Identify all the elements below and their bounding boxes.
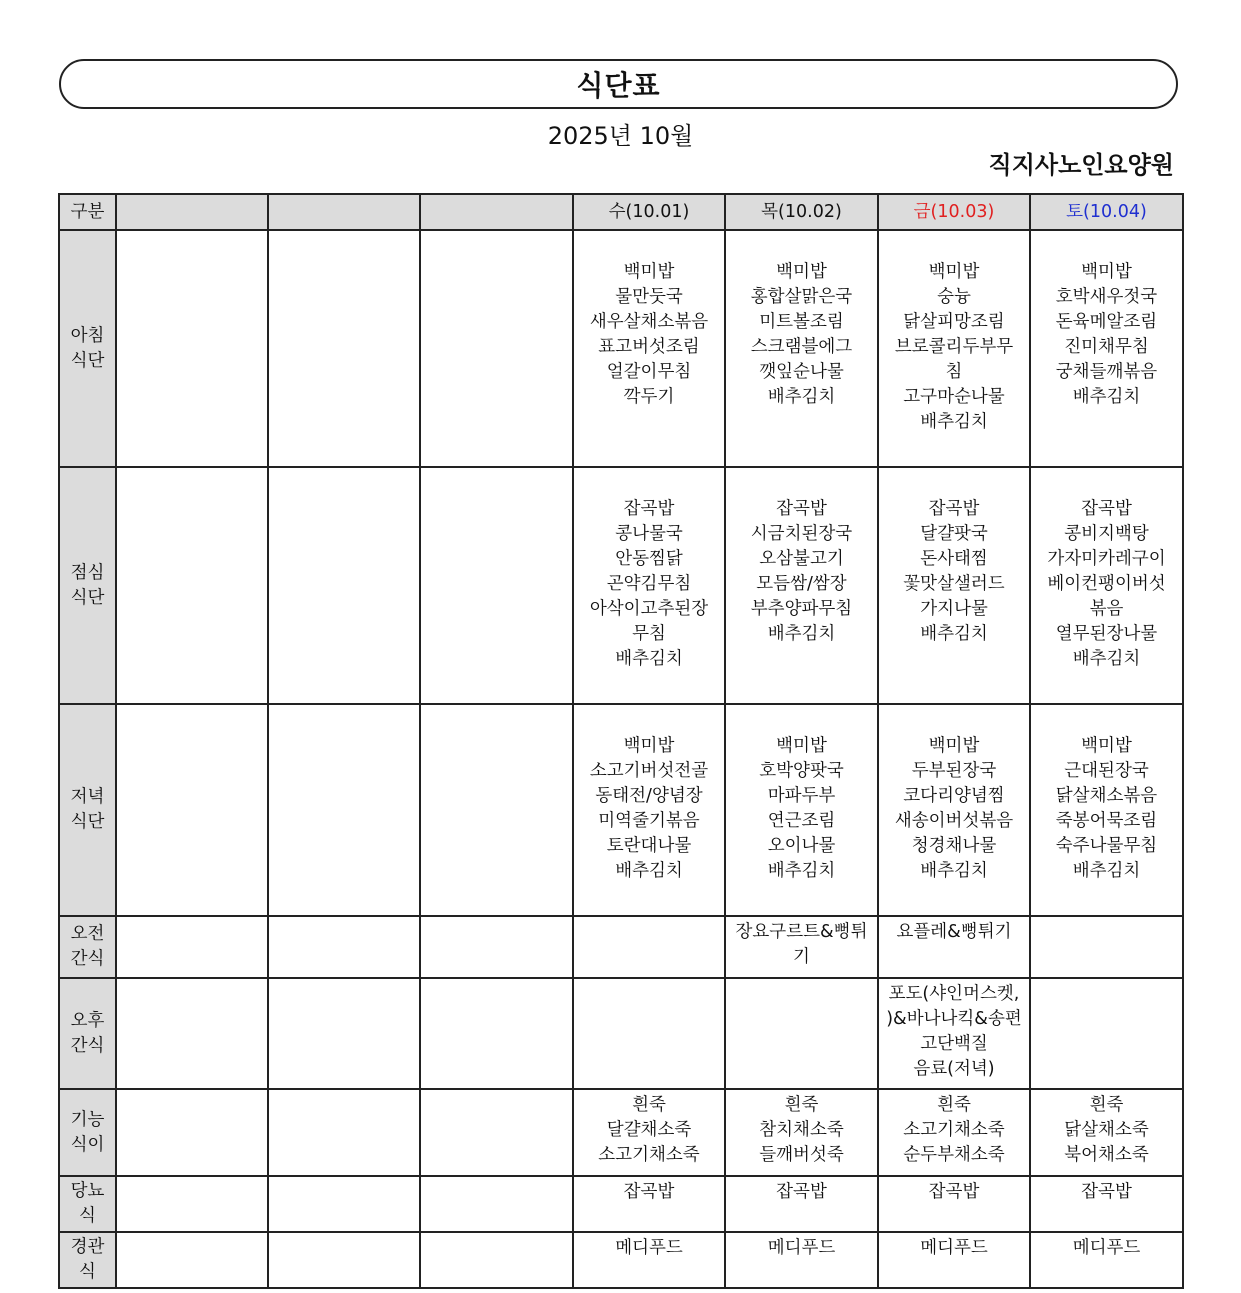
table-row — [59, 1176, 1183, 1232]
row-label — [59, 467, 116, 704]
menu-item: 표고버섯조림 — [598, 337, 700, 357]
row-label — [59, 230, 116, 467]
menu-item: 진미채무침 — [1064, 337, 1149, 357]
row-label-line: 아침 — [70, 325, 105, 346]
menu-item: 배추김치 — [920, 861, 988, 881]
menu-cell — [725, 1176, 878, 1232]
menu-item: )&바나나킥&송편 — [886, 1009, 1022, 1029]
empty-cell — [420, 916, 573, 978]
menu-item: 메디푸드 — [767, 1238, 836, 1258]
menu-item: 배추김치 — [767, 861, 836, 881]
menu-item: 소고기채소죽 — [598, 1145, 700, 1165]
row-label-line: 식단 — [70, 587, 105, 608]
empty-cell — [420, 1089, 573, 1176]
menu-item: 소고기버섯전골 — [589, 761, 709, 781]
menu-item: 배추김치 — [615, 861, 683, 881]
menu-cell — [1030, 1089, 1183, 1176]
menu-item: 흰죽 — [784, 1095, 819, 1115]
menu-item: 스크램블에그 — [750, 337, 853, 357]
menu-item: 배추김치 — [920, 624, 988, 644]
menu-cell — [1030, 230, 1183, 467]
empty-cell — [268, 1176, 420, 1232]
row-label-line: 오전 — [70, 924, 105, 944]
row-label — [59, 704, 116, 916]
menu-item: 새우살채소볶음 — [589, 312, 709, 332]
menu-item: 청경채나물 — [911, 836, 997, 856]
empty-cell — [420, 1176, 573, 1232]
row-label-line: 식 — [79, 1206, 96, 1226]
menu-item: 잡곡밥 — [1081, 499, 1132, 519]
menu-item: 가자미카레구이 — [1047, 549, 1166, 569]
empty-cell — [420, 467, 573, 704]
menu-cell — [725, 704, 878, 916]
menu-item: 배추김치 — [767, 624, 836, 644]
menu-item: 베이컨팽이버섯 — [1047, 574, 1166, 594]
empty-cell — [116, 978, 268, 1089]
menu-item: 메디푸드 — [920, 1238, 988, 1258]
menu-item: 볶음 — [1089, 599, 1124, 619]
menu-cell — [1030, 704, 1183, 916]
menu-item: 토란대나물 — [606, 836, 692, 856]
menu-cell — [878, 978, 1030, 1089]
menu-cell — [725, 230, 878, 467]
row-label-header: 구분 — [59, 194, 116, 230]
menu-cell — [573, 467, 725, 704]
menu-item: 브로콜리두부무 — [894, 337, 1014, 357]
menu-item: 안동찜닭 — [615, 549, 683, 569]
menu-item: 오삼불고기 — [759, 549, 844, 569]
empty-cell — [420, 1232, 573, 1288]
title-box — [59, 59, 1178, 109]
menu-cell — [573, 704, 725, 916]
row-label-line: 식단 — [70, 350, 105, 371]
menu-item: 콩나물국 — [615, 524, 683, 544]
row-label-line: 경관 — [70, 1237, 105, 1257]
row-label — [59, 1232, 116, 1288]
row-label — [59, 978, 116, 1089]
menu-item: 잡곡밥 — [928, 499, 980, 519]
menu-item: 닭살피망조림 — [903, 312, 1005, 332]
menu-item: 호박새우젓국 — [1055, 287, 1158, 307]
menu-item: 숭늉 — [937, 287, 971, 307]
menu-item: 기 — [793, 947, 810, 967]
menu-item: 곤약김무침 — [606, 574, 692, 594]
menu-cell — [1030, 467, 1183, 704]
menu-item: 죽봉어묵조림 — [1055, 811, 1158, 831]
menu-item: 물만둣국 — [615, 287, 683, 307]
page-title: 식단표 — [576, 69, 661, 102]
menu-cell — [878, 916, 1030, 978]
menu-item: 고구마순나물 — [903, 387, 1005, 407]
menu-cell — [725, 1232, 878, 1288]
menu-item: 포도(샤인머스켓, — [888, 984, 1020, 1004]
menu-cell — [1030, 1176, 1183, 1232]
menu-item: 미트볼조림 — [759, 312, 844, 332]
menu-item: 백미밥 — [928, 262, 980, 282]
row-label-line: 오후 — [70, 1010, 105, 1031]
menu-item: 잡곡밥 — [1081, 1182, 1132, 1202]
empty-cell — [116, 704, 268, 916]
menu-item: 새송이버섯볶음 — [894, 811, 1014, 831]
menu-item: 잡곡밥 — [776, 499, 827, 519]
menu-item: 콩비지백탕 — [1064, 524, 1149, 544]
menu-item: 숙주나물무침 — [1055, 836, 1158, 856]
organization-name: 직지사노인요양원 — [988, 151, 1174, 179]
table-row — [59, 1232, 1183, 1288]
table-row — [59, 230, 1183, 467]
menu-item: 배추김치 — [1072, 861, 1141, 881]
menu-item: 깍두기 — [623, 387, 675, 407]
menu-cell — [573, 916, 725, 978]
day-header — [878, 194, 1030, 230]
menu-cell — [878, 704, 1030, 916]
menu-cell — [725, 1089, 878, 1176]
menu-item: 백미밥 — [623, 262, 675, 282]
menu-cell — [878, 1089, 1030, 1176]
menu-item: 고단백질 — [920, 1034, 988, 1054]
menu-cell — [878, 230, 1030, 467]
menu-item: 백미밥 — [1081, 262, 1132, 282]
menu-item: 잡곡밥 — [776, 1182, 827, 1202]
row-label-line: 당뇨 — [70, 1181, 105, 1201]
day-label: 토(10.04) — [1066, 201, 1147, 222]
menu-item: 메디푸드 — [1072, 1238, 1141, 1258]
empty-cell — [268, 467, 420, 704]
menu-cell — [1030, 1232, 1183, 1288]
menu-item: 백미밥 — [928, 736, 980, 756]
menu-item: 장요구르트&뻥튀 — [735, 922, 868, 942]
empty-cell — [116, 467, 268, 704]
menu-cell — [725, 467, 878, 704]
menu-item: 오이나물 — [767, 836, 836, 856]
menu-item: 무침 — [632, 624, 666, 644]
day-header — [573, 194, 725, 230]
menu-item: 들깨버섯죽 — [759, 1145, 844, 1165]
menu-cell — [725, 916, 878, 978]
menu-cell — [878, 1176, 1030, 1232]
meal-table — [58, 193, 1184, 1289]
empty-cell — [116, 1232, 268, 1288]
menu-item: 순두부채소죽 — [903, 1145, 1005, 1165]
menu-item: 닭살채소죽 — [1064, 1120, 1149, 1140]
empty-cell — [268, 916, 420, 978]
row-label-line: 식 — [79, 1262, 96, 1282]
menu-item: 꽃맛살샐러드 — [903, 574, 1005, 594]
empty-cell — [268, 978, 420, 1089]
empty-cell — [116, 1089, 268, 1176]
table-row — [59, 704, 1183, 916]
table-row — [59, 1089, 1183, 1176]
row-label-line: 간식 — [70, 949, 105, 969]
table-row — [59, 916, 1183, 978]
menu-cell — [878, 1232, 1030, 1288]
row-label-line: 점심 — [70, 562, 105, 583]
empty-cell — [268, 704, 420, 916]
menu-cell — [573, 230, 725, 467]
empty-cell — [420, 704, 573, 916]
menu-item: 모듬쌈/쌈장 — [756, 574, 847, 594]
empty-cell — [116, 1176, 268, 1232]
menu-item: 참치채소죽 — [759, 1120, 844, 1140]
menu-item: 두부된장국 — [911, 761, 997, 781]
menu-item: 백미밥 — [1081, 736, 1132, 756]
row-label — [59, 1176, 116, 1232]
empty-cell — [268, 1089, 420, 1176]
menu-item: 가지나물 — [920, 599, 988, 619]
menu-cell — [878, 467, 1030, 704]
menu-cell — [725, 978, 878, 1089]
menu-item: 동태전/양념장 — [595, 786, 703, 806]
menu-cell — [573, 1232, 725, 1288]
menu-item: 배추김치 — [767, 387, 836, 407]
menu-item: 잡곡밥 — [623, 1182, 675, 1202]
empty-header-cell — [268, 194, 420, 230]
menu-item: 달걀팟국 — [920, 524, 988, 544]
menu-item: 열무된장나물 — [1055, 624, 1158, 644]
day-header — [1030, 194, 1183, 230]
menu-item: 돈사태찜 — [920, 549, 988, 569]
empty-header-cell — [116, 194, 268, 230]
menu-item: 배추김치 — [615, 649, 683, 669]
empty-header-cell — [420, 194, 573, 230]
menu-item: 미역줄기볶음 — [598, 811, 700, 831]
menu-item: 깻잎순나물 — [759, 362, 844, 382]
menu-item: 닭살채소볶음 — [1055, 786, 1158, 806]
menu-item: 메디푸드 — [615, 1238, 683, 1258]
menu-item: 침 — [945, 362, 963, 382]
menu-item: 북어채소죽 — [1064, 1145, 1149, 1165]
empty-cell — [420, 978, 573, 1089]
month-subtitle: 2025년 10월 — [547, 122, 694, 150]
menu-item: 돈육메알조림 — [1055, 312, 1158, 332]
menu-item: 배추김치 — [1072, 649, 1141, 669]
menu-item: 요플레&뻥튀기 — [896, 922, 1012, 942]
menu-item: 홍합살맑은국 — [750, 287, 853, 307]
menu-item: 흰죽 — [937, 1095, 971, 1115]
menu-item: 흰죽 — [1089, 1095, 1124, 1115]
row-label-line: 식단 — [70, 812, 105, 832]
menu-cell — [1030, 916, 1183, 978]
menu-item: 코다리양념찜 — [903, 786, 1005, 806]
row-label-line: 식이 — [70, 1134, 105, 1155]
day-label: 수(10.01) — [608, 201, 690, 222]
table-row — [59, 978, 1183, 1089]
table-header-row — [59, 194, 1183, 230]
menu-item: 잡곡밥 — [623, 499, 675, 519]
day-label: 금(10.03) — [913, 201, 995, 222]
menu-item: 잡곡밥 — [928, 1182, 980, 1202]
menu-item: 시금치된장국 — [750, 524, 853, 544]
menu-item: 백미밥 — [623, 736, 675, 756]
menu-cell — [573, 1176, 725, 1232]
row-label — [59, 916, 116, 978]
menu-cell — [573, 1089, 725, 1176]
day-header — [725, 194, 878, 230]
menu-cell — [1030, 978, 1183, 1089]
menu-item: 백미밥 — [776, 736, 827, 756]
empty-cell — [116, 916, 268, 978]
menu-item: 부추양파무침 — [750, 599, 853, 619]
menu-item: 아삭이고추된장 — [589, 599, 709, 619]
menu-cell — [573, 978, 725, 1089]
day-label: 목(10.02) — [761, 201, 842, 222]
row-label-line: 기능 — [70, 1109, 105, 1130]
empty-cell — [268, 1232, 420, 1288]
empty-cell — [268, 230, 420, 467]
menu-item: 근대된장국 — [1064, 761, 1149, 781]
menu-item: 얼갈이무침 — [606, 362, 692, 382]
empty-cell — [116, 230, 268, 467]
row-label-line: 저녁 — [70, 787, 105, 807]
menu-item: 달걀채소죽 — [606, 1120, 692, 1140]
menu-item: 배추김치 — [1072, 387, 1141, 407]
table-row — [59, 467, 1183, 704]
empty-cell — [420, 230, 573, 467]
menu-item: 마파두부 — [767, 786, 836, 806]
menu-item: 흰죽 — [632, 1095, 666, 1115]
menu-item: 백미밥 — [776, 262, 827, 282]
menu-item: 연근조림 — [767, 811, 836, 831]
menu-item: 호박양팟국 — [759, 761, 844, 781]
row-label-line: 간식 — [70, 1035, 105, 1056]
menu-item: 소고기채소죽 — [903, 1120, 1005, 1140]
menu-item: 궁채들깨볶음 — [1055, 362, 1158, 382]
menu-item: 음료(저녁) — [913, 1059, 995, 1079]
menu-item: 배추김치 — [920, 412, 988, 432]
row-label — [59, 1089, 116, 1176]
